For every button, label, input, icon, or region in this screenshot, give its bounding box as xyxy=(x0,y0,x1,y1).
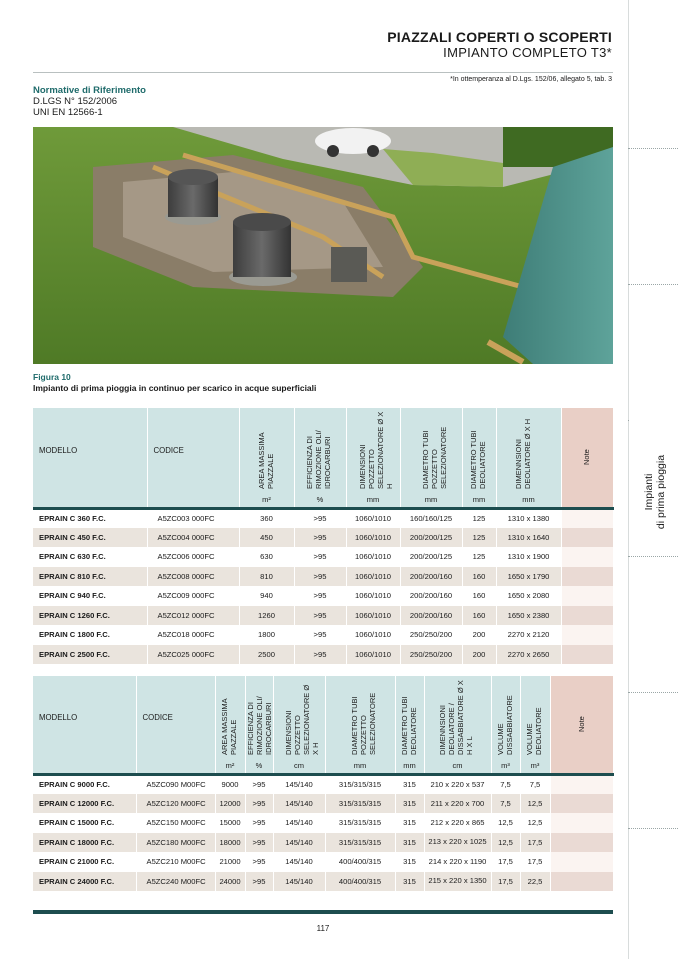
side-divider xyxy=(628,556,678,557)
value-cell: 315 xyxy=(395,852,424,872)
col-header xyxy=(491,676,520,758)
value-cell: 200 xyxy=(462,645,496,665)
col-header-text: Note xyxy=(576,716,586,732)
figure-label: Figura 10 xyxy=(33,372,71,382)
code-cell: A5ZC009 000FC xyxy=(147,586,239,606)
model-cell: EPRAIN C 12000 F.C. xyxy=(33,794,136,814)
side-divider xyxy=(628,692,678,693)
value-cell: 12,5 xyxy=(520,813,550,833)
model-cell: EPRAIN C 21000 F.C. xyxy=(33,852,136,872)
note-cell xyxy=(550,872,613,892)
table-row xyxy=(33,547,613,567)
model-cell: EPRAIN C 630 F.C. xyxy=(33,547,147,567)
model-cell: EPRAIN C 1800 F.C. xyxy=(33,625,147,645)
code-cell: A5ZC120 M00FC xyxy=(136,794,215,814)
model-cell: EPRAIN C 24000 F.C. xyxy=(33,872,136,892)
page-title: PIAZZALI COPERTI O SCOPERTI xyxy=(387,29,612,45)
header-footnote: *In ottemperanza al D.Lgs. 152/06, allegato 5, tab. 3 xyxy=(450,76,612,83)
value-cell: 9000 xyxy=(215,774,245,794)
value-cell: 1650 x 2380 xyxy=(496,606,561,626)
col-header-text: DIMENNSIONI DEOLIATORE / DISSABBIATORE Ø X H X L xyxy=(437,680,474,755)
value-cell: >95 xyxy=(245,813,273,833)
value-cell: 1800 xyxy=(239,625,294,645)
table-row xyxy=(33,872,613,892)
value-cell: 1650 x 2080 xyxy=(496,586,561,606)
value-cell: 200 xyxy=(462,625,496,645)
value-cell: 200/200/125 xyxy=(400,528,462,548)
normative-line: D.LGS N° 152/2006 xyxy=(33,96,118,107)
value-cell: >95 xyxy=(294,528,346,548)
unit-cell xyxy=(33,758,136,774)
col-header xyxy=(424,676,491,758)
value-cell: 315 xyxy=(395,872,424,892)
col-header-text: DIAMETRO TUBI DEOLIATORE xyxy=(399,696,418,755)
code-cell: A5ZC018 000FC xyxy=(147,625,239,645)
col-header-text: AREA MASSIMA PIAZZALE xyxy=(256,432,275,489)
col-header xyxy=(245,676,273,758)
note-cell xyxy=(561,547,613,567)
value-cell: 2270 x 2120 xyxy=(496,625,561,645)
unit-cell: cm xyxy=(424,758,491,774)
col-header: MODELLO xyxy=(33,676,136,758)
table-row xyxy=(33,813,613,833)
value-cell: 214 x 220 x 1190 xyxy=(424,852,491,872)
value-cell: 17,5 xyxy=(520,833,550,853)
value-cell: 200/200/160 xyxy=(400,606,462,626)
value-cell: 1310 x 1380 xyxy=(496,508,561,528)
value-cell: 18000 xyxy=(215,833,245,853)
value-cell: 200/200/125 xyxy=(400,547,462,567)
unit-cell xyxy=(147,492,239,508)
note-cell xyxy=(561,625,613,645)
value-cell: >95 xyxy=(294,508,346,528)
table-row xyxy=(33,508,613,528)
value-cell: 450 xyxy=(239,528,294,548)
value-cell: 145/140 xyxy=(273,774,325,794)
value-cell: 315 xyxy=(395,813,424,833)
value-cell: 125 xyxy=(462,508,496,528)
table-row xyxy=(33,852,613,872)
col-header-text: DIAMETRO TUBI POZZETTO SELEZIONATORE xyxy=(350,692,377,755)
value-cell: 17,5 xyxy=(491,852,520,872)
col-header-note xyxy=(550,676,613,758)
value-cell: 1060/1010 xyxy=(346,606,400,626)
value-cell: 12,5 xyxy=(491,813,520,833)
note-cell xyxy=(561,528,613,548)
value-cell: 210 x 220 x 537 xyxy=(424,774,491,794)
table-row xyxy=(33,528,613,548)
value-cell: 145/140 xyxy=(273,813,325,833)
col-header-text: AREA MASSIMA PIAZZALE xyxy=(220,698,238,755)
value-cell: 250/250/200 xyxy=(400,645,462,665)
figure-caption: Impianto di prima pioggia in continuo per scarico in acque superficiali xyxy=(33,383,317,393)
code-cell: A5ZC004 000FC xyxy=(147,528,239,548)
value-cell: 145/140 xyxy=(273,872,325,892)
model-cell: EPRAIN C 360 F.C. xyxy=(33,508,147,528)
note-cell xyxy=(561,606,613,626)
col-header: CODICE xyxy=(147,408,239,492)
value-cell: 315/315/315 xyxy=(325,794,395,814)
col-header xyxy=(496,408,561,492)
col-header: CODICE xyxy=(136,676,215,758)
unit-cell: mm xyxy=(496,492,561,508)
col-header-text: Note xyxy=(582,449,591,465)
value-cell: 12000 xyxy=(215,794,245,814)
col-header xyxy=(395,676,424,758)
normative-title: Normative di Riferimento xyxy=(33,85,146,96)
value-cell: 12,5 xyxy=(520,794,550,814)
value-cell: 160/160/125 xyxy=(400,508,462,528)
value-cell: 400/400/315 xyxy=(325,872,395,892)
unit-cell: % xyxy=(294,492,346,508)
value-cell: 940 xyxy=(239,586,294,606)
value-cell: 1060/1010 xyxy=(346,645,400,665)
value-cell: 2500 xyxy=(239,645,294,665)
value-cell: 145/140 xyxy=(273,833,325,853)
unit-cell: mm xyxy=(400,492,462,508)
value-cell: 145/140 xyxy=(273,852,325,872)
value-cell: 1060/1010 xyxy=(346,547,400,567)
table-row xyxy=(33,567,613,587)
model-cell: EPRAIN C 15000 F.C. xyxy=(33,813,136,833)
note-cell xyxy=(550,852,613,872)
value-cell: 24000 xyxy=(215,872,245,892)
table-row xyxy=(33,586,613,606)
code-cell: A5ZC025 000FC xyxy=(147,645,239,665)
model-cell: EPRAIN C 450 F.C. xyxy=(33,528,147,548)
code-cell: A5ZC090 M00FC xyxy=(136,774,215,794)
value-cell: 1060/1010 xyxy=(346,625,400,645)
table-row xyxy=(33,645,613,665)
col-header-text: VOLUME DISSABBIATORE xyxy=(495,695,514,755)
col-header xyxy=(273,676,325,758)
header-rule xyxy=(33,72,613,73)
code-cell: A5ZC150 M00FC xyxy=(136,813,215,833)
value-cell: 215 x 220 x 1350 xyxy=(424,872,491,892)
value-cell: >95 xyxy=(294,645,346,665)
value-cell: 2270 x 2650 xyxy=(496,645,561,665)
table-row xyxy=(33,606,613,626)
value-cell: 315/315/315 xyxy=(325,813,395,833)
col-header-text: DIAMETRO TUBI POZZETTO SELEZIONATORE xyxy=(421,426,448,489)
model-cell: EPRAIN C 1260 F.C. xyxy=(33,606,147,626)
unit-cell xyxy=(136,758,215,774)
value-cell: 315/315/315 xyxy=(325,774,395,794)
note-cell xyxy=(550,813,613,833)
product-table-2 xyxy=(33,676,614,891)
note-cell xyxy=(561,645,613,665)
value-cell: 315 xyxy=(395,833,424,853)
value-cell: 22,5 xyxy=(520,872,550,892)
model-cell: EPRAIN C 810 F.C. xyxy=(33,567,147,587)
value-cell: 17,5 xyxy=(520,852,550,872)
value-cell: >95 xyxy=(294,586,346,606)
product-table-1 xyxy=(33,408,614,664)
value-cell: >95 xyxy=(245,833,273,853)
unit-cell xyxy=(33,492,147,508)
col-header xyxy=(400,408,462,492)
col-header-text: DIMENNSIONI DEOLIATORE Ø X H xyxy=(513,418,532,489)
value-cell: 250/250/200 xyxy=(400,625,462,645)
normative-line: UNI EN 12566-1 xyxy=(33,107,103,118)
value-cell: 15000 xyxy=(215,813,245,833)
value-cell: 125 xyxy=(462,528,496,548)
table-row xyxy=(33,774,613,794)
value-cell: 1060/1010 xyxy=(346,528,400,548)
col-header-text: EFFICIENZA DI RIMOZIONE OLI/ IDROCARBURI xyxy=(245,696,273,755)
unit-cell: m² xyxy=(215,758,245,774)
unit-cell: mm xyxy=(462,492,496,508)
page-number: 117 xyxy=(316,924,330,933)
note-cell xyxy=(561,508,613,528)
value-cell: 360 xyxy=(239,508,294,528)
value-cell: 810 xyxy=(239,567,294,587)
col-header xyxy=(462,408,496,492)
value-cell: 160 xyxy=(462,606,496,626)
bottom-bar xyxy=(33,910,613,914)
value-cell: 400/400/315 xyxy=(325,852,395,872)
unit-cell: cm xyxy=(273,758,325,774)
value-cell: 315 xyxy=(395,794,424,814)
value-cell: 1260 xyxy=(239,606,294,626)
unit-cell: mm xyxy=(395,758,424,774)
col-header-text: DIAMETRO TUBI DEOLIATORE xyxy=(469,430,487,489)
installation-illustration-svg xyxy=(33,127,613,364)
note-cell xyxy=(561,567,613,587)
side-divider xyxy=(628,148,678,149)
value-cell: 160 xyxy=(462,586,496,606)
value-cell: 200/200/160 xyxy=(400,567,462,587)
unit-cell: mm xyxy=(346,492,400,508)
value-cell: 12,5 xyxy=(491,833,520,853)
note-cell xyxy=(561,586,613,606)
value-cell: >95 xyxy=(294,567,346,587)
code-cell: A5ZC003 000FC xyxy=(147,508,239,528)
code-cell: A5ZC006 000FC xyxy=(147,547,239,567)
value-cell: >95 xyxy=(245,774,273,794)
code-cell: A5ZC210 M00FC xyxy=(136,852,215,872)
col-header-text: DIMENSIONI POZZETTO SELEZIONATORE Ø X H xyxy=(358,411,394,489)
col-header-text: EFFICIENZA DI RIMOZIONE OLI/ IDROCARBURI xyxy=(305,430,332,489)
note-cell xyxy=(550,794,613,814)
value-cell: 315/315/315 xyxy=(325,833,395,853)
value-cell: 1060/1010 xyxy=(346,508,400,528)
col-header xyxy=(239,408,294,492)
unit-cell: m³ xyxy=(520,758,550,774)
unit-cell xyxy=(550,758,613,774)
value-cell: 213 x 220 x 1025 xyxy=(424,833,491,853)
value-cell: 315 xyxy=(395,774,424,794)
model-cell: EPRAIN C 9000 F.C. xyxy=(33,774,136,794)
col-header-text: VOLUME DEOLIATORE xyxy=(525,707,543,755)
unit-cell: m² xyxy=(239,492,294,508)
value-cell: 200/200/160 xyxy=(400,586,462,606)
unit-cell: m³ xyxy=(491,758,520,774)
col-header xyxy=(325,676,395,758)
value-cell: >95 xyxy=(245,852,273,872)
value-cell: >95 xyxy=(245,794,273,814)
value-cell: 145/140 xyxy=(273,794,325,814)
col-header xyxy=(520,676,550,758)
value-cell: 7,5 xyxy=(491,774,520,794)
value-cell: 160 xyxy=(462,567,496,587)
code-cell: A5ZC240 M00FC xyxy=(136,872,215,892)
value-cell: >95 xyxy=(245,872,273,892)
table-row xyxy=(33,794,613,814)
value-cell: 125 xyxy=(462,547,496,567)
code-cell: A5ZC012 000FC xyxy=(147,606,239,626)
table-row xyxy=(33,625,613,645)
note-cell xyxy=(550,774,613,794)
value-cell: 1310 x 1900 xyxy=(496,547,561,567)
value-cell: 7,5 xyxy=(491,794,520,814)
model-cell: EPRAIN C 2500 F.C. xyxy=(33,645,147,665)
value-cell: 1650 x 1790 xyxy=(496,567,561,587)
section-tab-label: Impianti di prima pioggia xyxy=(643,454,667,530)
installation-illustration xyxy=(33,127,613,364)
code-cell: A5ZC008 000FC xyxy=(147,567,239,587)
unit-cell: mm xyxy=(325,758,395,774)
model-cell: EPRAIN C 940 F.C. xyxy=(33,586,147,606)
value-cell: 212 x 220 x 865 xyxy=(424,813,491,833)
value-cell: 630 xyxy=(239,547,294,567)
col-header xyxy=(294,408,346,492)
value-cell: 1310 x 1640 xyxy=(496,528,561,548)
unit-cell: % xyxy=(245,758,273,774)
note-cell xyxy=(550,833,613,853)
unit-cell xyxy=(561,492,613,508)
value-cell: >95 xyxy=(294,547,346,567)
value-cell: 1060/1010 xyxy=(346,567,400,587)
value-cell: 21000 xyxy=(215,852,245,872)
col-header xyxy=(215,676,245,758)
col-header xyxy=(346,408,400,492)
code-cell: A5ZC180 M00FC xyxy=(136,833,215,853)
col-header-text: DIMENSIONI POZZETTO SELEZIONATORE Ø X H xyxy=(284,684,320,755)
value-cell: 211 x 220 x 700 xyxy=(424,794,491,814)
value-cell: >95 xyxy=(294,625,346,645)
value-cell: 1060/1010 xyxy=(346,586,400,606)
col-header: MODELLO xyxy=(33,408,147,492)
side-divider xyxy=(628,284,678,285)
col-header-note xyxy=(561,408,613,492)
value-cell: >95 xyxy=(294,606,346,626)
value-cell: 17,5 xyxy=(491,872,520,892)
side-divider xyxy=(628,828,678,829)
table-row xyxy=(33,833,613,853)
value-cell: 7,5 xyxy=(520,774,550,794)
page-subtitle: IMPIANTO COMPLETO T3* xyxy=(443,45,612,60)
model-cell: EPRAIN C 18000 F.C. xyxy=(33,833,136,853)
